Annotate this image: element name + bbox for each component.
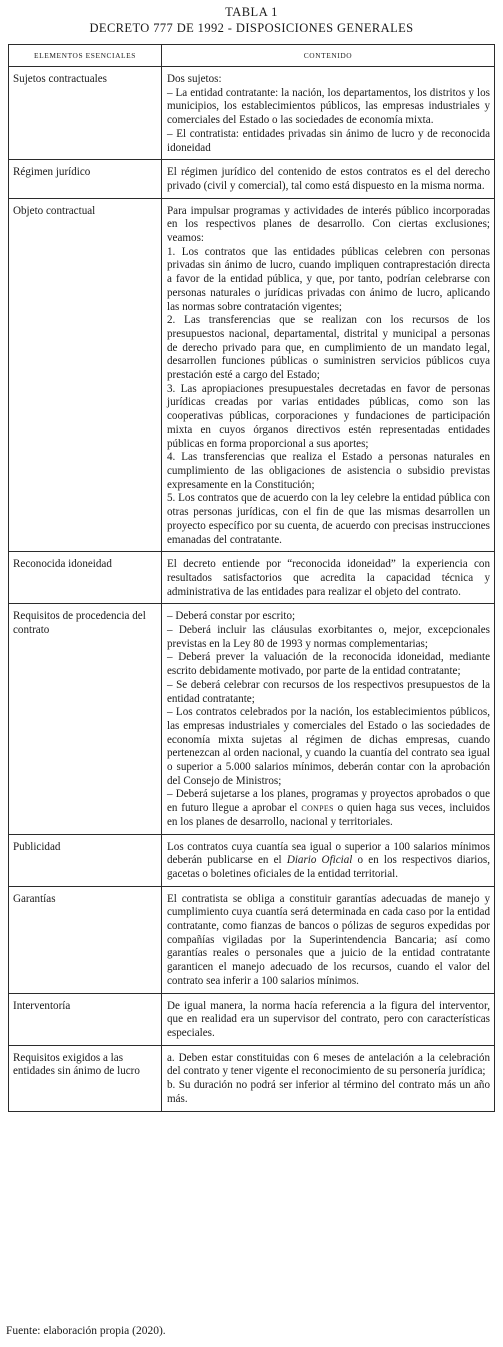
conpes-acronym: CONPES <box>301 804 334 814</box>
source-note: Fuente: elaboración propia (2020). <box>6 1325 166 1337</box>
element-name: Interventoría <box>9 993 162 1045</box>
table-caption <box>0 0 503 36</box>
element-content <box>162 886 495 993</box>
table-row <box>9 67 495 160</box>
content-line: a. Deben estar constituidas con 6 meses de antelación a la celebración del contrato y tener vigente el reconocimiento de su personería jurídica; <box>167 1051 490 1078</box>
element-content <box>162 198 495 552</box>
element-content <box>162 604 495 834</box>
content-line: Los contratos cuya cuantía sea igual o superior a 100 salarios mínimos deberán publicarse en el Diario Oficial o en los respectivos diarios, gacetas o boletines oficiales de la entidad territorial. <box>167 840 490 880</box>
content-line: – Deberá incluir las cláusulas exorbitantes o, mejor, excepcionales previstas en la Ley 80 de 1993 y normas complementarias; <box>167 624 490 650</box>
content-line: b. Su duración no podrá ser inferior al término del contrato más un año más. <box>167 1079 490 1105</box>
table-title: DECRETO 777 DE 1992 - DISPOSICIONES GENERALES <box>89 21 414 35</box>
table-row <box>9 198 495 552</box>
publication-name: Diario Oficial <box>286 854 353 867</box>
table-row <box>9 1045 495 1111</box>
content-line: 5. Los contratos que de acuerdo con la ley celebre la entidad pública con otras personas jurídicas, con el fin de que las mismas desarrollen un proyecto específico por su cuenta, de acuerdo con precisas instrucciones emanadas del contratante. <box>167 492 490 546</box>
element-content <box>162 1045 495 1111</box>
content-line: 2. Las transferencias que se realizan con los recursos de los presupuestos nacional, departamental, distrital y municipal a personas de derecho privado para que, en cumplimiento de un mandato legal, desarrollen funciones públicas o suministren servicios públicos cuya prestación esté a cargo del Estado; <box>167 314 490 382</box>
table-row <box>9 604 495 834</box>
content-line: – Deberá sujetarse a los planes, programas y proyectos aprobados o que en futuro llegue a aprobar el CONPES o quien haga sus veces, incluidos en los planes de desarrollo, nacional y territoriales. <box>167 788 491 828</box>
element-content <box>162 552 495 604</box>
header-content: CONTENIDO <box>162 45 495 67</box>
element-content <box>162 67 495 160</box>
content-line: – Deberá constar por escrito; <box>167 610 296 623</box>
content-line: – Deberá prever la valuación de la reconocida idoneidad, mediante escrito debidamente motivado, por parte de la entidad contratante; <box>167 651 490 678</box>
header-row <box>9 45 495 67</box>
table-row <box>9 993 495 1045</box>
element-content <box>162 993 495 1045</box>
content-line: De igual manera, la norma hacía referencia a la figura del interventor, que en realidad era un supervisor del contrato, pero con características especiales. <box>167 999 490 1039</box>
table-row <box>9 552 495 604</box>
decree-table <box>8 44 495 1112</box>
header-elements: ELEMENTOS ESENCIALES <box>9 45 162 67</box>
table-row <box>9 834 495 886</box>
table-number: TABLA 1 <box>225 5 278 19</box>
content-line: El decreto entiende por “reconocida idoneidad” la experiencia con resultados satisfactorios que acredita la capacidad técnica y administrativa de las entidades para realizar el objeto del contrato. <box>167 558 490 598</box>
element-name: Sujetos contractuales <box>9 67 162 160</box>
element-name: Publicidad <box>9 834 162 886</box>
element-name: Garantías <box>9 886 162 993</box>
content-line: Dos sujetos: <box>167 73 222 85</box>
content-line: – La entidad contratante: la nación, los departamentos, los distritos y los municipios, los establecimientos públicos, las empresas industriales y comerciales del Estado o las sociedades de economía mixta. <box>167 86 490 127</box>
table-row <box>9 886 495 993</box>
content-line: – Los contratos celebrados por la nación, los establecimientos públicos, las empresas industriales y comerciales del Estado o las sociedades de economía mixta sujetas al régimen de dichas empresas, cuando pertenezcan al orden nacional, y cuando la cuantía del contrato sea igual o superior a 5.000 salarios mínimos, deberán contar con la aprobación del Consejo de Ministros; <box>167 706 490 787</box>
content-line: – Se deberá celebrar con recursos de los respectivos presupuestos de la entidad contratante; <box>167 678 490 705</box>
element-name: Reconocida idoneidad <box>9 552 162 604</box>
element-name: Objeto contractual <box>9 198 162 552</box>
table-row <box>9 160 495 198</box>
element-name: Requisitos de procedencia del contrato <box>9 604 162 834</box>
element-content <box>162 834 495 886</box>
element-name: Régimen jurídico <box>9 160 162 198</box>
content-line: El régimen jurídico del contenido de estos contratos es el del derecho privado (civil y comercial), tal como está dispuesto en la misma norma. <box>167 166 490 192</box>
content-line: 4. Las transferencias que realiza el Estado a personas naturales en cumplimiento de las obligaciones de asistencia o subsidio previstas expresamente en la Constitución; <box>167 451 490 491</box>
content-line: 3. Las apropiaciones presupuestales decretadas en favor de personas jurídicas creadas por varias entidades públicas, como son las cooperativas públicas, corporaciones y fundaciones de participación mixta en cuyos órganos directivos estén representadas entidades públicas en forma proporcional a sus aportes; <box>167 382 490 450</box>
content-line: – El contratista: entidades privadas sin ánimo de lucro y de reconocida idoneidad <box>167 127 490 154</box>
element-name: Requisitos exigidos a las entidades sin ánimo de lucro <box>9 1045 162 1111</box>
element-content <box>162 160 495 198</box>
content-line: 1. Los contratos que las entidades públicas celebren con personas privadas sin ánimo de lucro, cuando impliquen contraprestación directa a favor de la entidad pública, y que, por tanto, podrían celebrarse con personas naturales o jurídicas privadas con ánimo de lucro, aplicando las normas sobre contratación vigentes; <box>167 245 490 313</box>
content-line: Para impulsar programas y actividades de interés público incorporadas en los respectivos planes de desarrollo. Con ciertas exclusiones; veamos: <box>167 204 490 245</box>
content-line: El contratista se obliga a constituir garantías adecuadas de manejo y cumplimiento cuya cuantía será determinada en cada caso por la entidad contratante, como fianzas de bancos o pólizas de seguros expedidas por compañías vigiladas por la Superintendencia Bancaria; así como garantías reales o personales que a juicio de la entidad contratante garanticen el manejo adecuado de los recursos, cuando el valor del contrato sea inferir a 100 salarios mínimos. <box>167 892 490 987</box>
